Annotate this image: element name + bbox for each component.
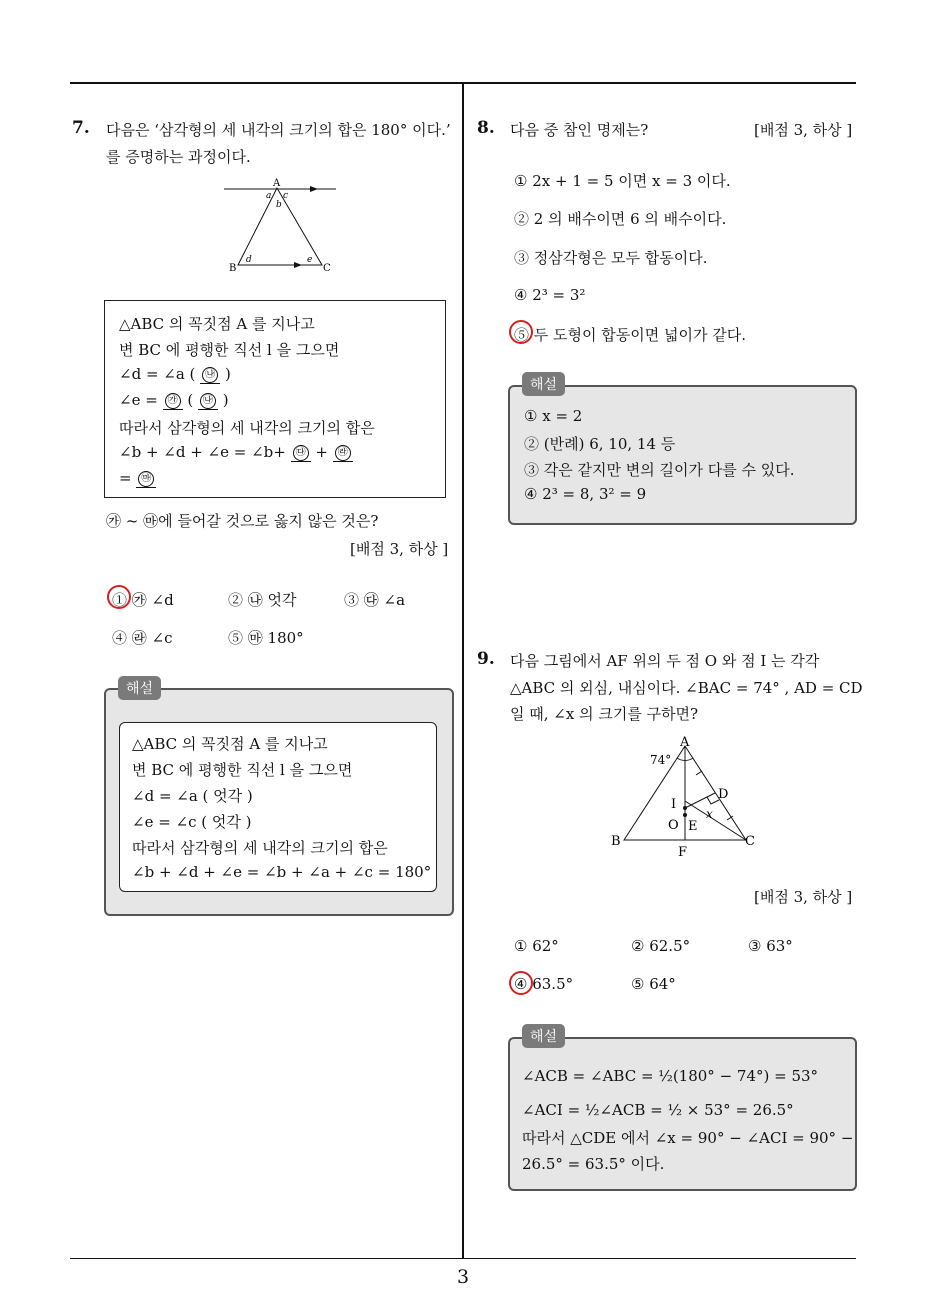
q8-choice-4[interactable]: ④ 2³ = 3² (514, 286, 586, 304)
q7-stem-line2: 를 증명하는 과정이다. (106, 148, 251, 166)
q8-choice-3[interactable]: ③ 정삼각형은 모두 합동이다. (514, 249, 708, 267)
q8-choice-2[interactable]: ② 2 의 배수이면 6 의 배수이다. (514, 210, 727, 228)
q7-fig-label-b: b (276, 200, 282, 210)
q7-proof-line1: △ABC 의 꼭짓점 A 를 지나고 (119, 315, 315, 333)
q7-proof-line6: ∠b + ∠d + ∠e = ∠b+ ㉰ + ㉱ (119, 443, 353, 461)
q9-fig-label-C: C (745, 834, 755, 849)
blank-na-1: ㉯ (200, 365, 220, 384)
q9-solution-panel (508, 1037, 857, 1191)
q8-stem: 다음 중 참인 명제는? (510, 121, 649, 139)
q7-triangle-figure (222, 176, 340, 274)
q7-proof-line3: ∠d = ∠a ( ㉯ ) (119, 365, 231, 383)
q7-fig-label-a: a (266, 191, 272, 201)
q9-stem-line1: 다음 그림에서 AF 위의 두 점 O 와 점 I 는 각각 (510, 652, 820, 670)
q9-stem-line2: △ABC 의 외심, 내심이다. ∠BAC = 74° , AD = CD (510, 679, 863, 697)
q7-solution-panel (104, 688, 454, 916)
q7-proof-line4-text: ∠e = (119, 391, 158, 409)
q9-choice-5[interactable]: ⑤ 64° (631, 975, 676, 993)
q7-stem-line1: 다음은 ‘삼각형의 세 내각의 크기의 합은 180° 이다.’ (106, 121, 451, 139)
blank-na-2: ㉯ (198, 391, 218, 410)
q9-fig-label-O: O (668, 818, 679, 833)
q7-sol-line5: 따라서 삼각형의 세 내각의 크기의 합은 (132, 839, 388, 857)
q9-fig-label-D: D (718, 787, 729, 802)
q9-fig-label-A: A (680, 735, 690, 750)
q7-score: [배점 3, 하상 ] (350, 540, 449, 558)
q7-fig-label-B: B (229, 263, 237, 274)
q7-sol-line6: ∠b + ∠d + ∠e = ∠b + ∠a + ∠c = 180° (132, 863, 432, 881)
blank-da: ㉰ (291, 443, 311, 462)
q7-proof-line3-text: ∠d = ∠a ( (119, 365, 196, 383)
q7-sol-line2: 변 BC 에 평행한 직선 l 을 그으면 (132, 761, 353, 779)
column-divider (462, 83, 464, 1259)
q7-proof-line2: 변 BC 에 평행한 직선 l 을 그으면 (119, 341, 340, 359)
q9-choice-4[interactable]: ④ 63.5° (514, 975, 574, 993)
q9-choice-1[interactable]: ① 62° (514, 937, 559, 955)
q9-sol-line2: ∠ACI = ½∠ACB = ½ × 53° = 26.5° (522, 1101, 794, 1119)
q7-fig-label-c: c (283, 191, 289, 201)
q9-fig-angle-74: 74° (650, 753, 672, 767)
q7-fig-label-C: C (323, 263, 331, 274)
q7-proof-box (104, 300, 446, 498)
q7-proof-line6-text: ∠b + ∠d + ∠e = ∠b+ (119, 443, 286, 461)
q7-solution-inner (119, 722, 437, 892)
q7-choice-1[interactable]: ① ㉮ ∠d (112, 591, 174, 609)
q7-choice-5[interactable]: ⑤ ㉲ 180° (228, 629, 304, 647)
q7-solution-tag: 해설 (118, 676, 161, 700)
q7-proof-line5: 따라서 삼각형의 세 내각의 크기의 합은 (119, 419, 375, 437)
q9-fig-label-I: I (671, 797, 677, 812)
q7-proof-line7 (119, 469, 156, 487)
q8-number: 8. (477, 118, 495, 138)
q9-choice-3[interactable]: ③ 63° (748, 937, 793, 955)
q8-sol-line2: ② (반례) 6, 10, 14 등 (524, 435, 676, 453)
blank-ga: ㉮ (163, 391, 183, 410)
q9-sol-line3: 따라서 △CDE 에서 ∠x = 90° − ∠ACI = 90° − (522, 1129, 854, 1147)
q9-fig-label-B: B (611, 834, 621, 849)
q7-question: ㉮ ~ ㉲에 들어갈 것으로 옳지 않은 것은? (106, 512, 379, 530)
q8-solution-panel (508, 385, 857, 525)
q8-solution-tag: 해설 (522, 372, 565, 396)
q7-proof-line4: ∠e = ㉮ ( ㉯ ) (119, 391, 229, 409)
q9-triangle-figure (608, 734, 760, 860)
q7-fig-label-A: A (273, 178, 281, 189)
blank-ra: ㉱ (333, 443, 353, 462)
q8-sol-line1: ① x = 2 (524, 407, 583, 425)
q7-sol-line4: ∠e = ∠c ( 엇각 ) (132, 813, 252, 831)
q7-sol-line3: ∠d = ∠a ( 엇각 ) (132, 787, 253, 805)
q7-proof-line7-text: = (119, 469, 132, 487)
q8-choice-5[interactable]: ⑤ 두 도형이 합동이면 넓이가 같다. (514, 326, 746, 344)
q7-choice-4[interactable]: ④ ㉱ ∠c (112, 629, 173, 647)
bottom-rule (70, 1258, 856, 1259)
q7-fig-label-d: d (246, 255, 252, 265)
q8-sol-line3: ③ 각은 같지만 변의 길이가 다를 수 있다. (524, 461, 795, 479)
q9-fig-label-E: E (688, 819, 698, 834)
q9-stem-line3: 일 때, ∠x 의 크기를 구하면? (510, 705, 699, 723)
q7-fig-label-e: e (307, 255, 313, 265)
blank-ma: ㉲ (136, 469, 156, 488)
q9-solution-tag: 해설 (522, 1024, 565, 1048)
q9-sol-line1: ∠ACB = ∠ABC = ½(180° − 74°) = 53° (522, 1067, 819, 1085)
q9-sol-line4: 26.5° = 63.5° 이다. (522, 1155, 665, 1173)
q9-number: 9. (477, 649, 495, 669)
q9-score: [배점 3, 하상 ] (754, 888, 853, 906)
q7-sol-line1: △ABC 의 꼭짓점 A 를 지나고 (132, 735, 328, 753)
q8-score: [배점 3, 하상 ] (754, 121, 853, 139)
q9-fig-label-F: F (678, 845, 688, 860)
q7-choice-3[interactable]: ③ ㉰ ∠a (344, 591, 406, 609)
q9-choice-2[interactable]: ② 62.5° (631, 937, 691, 955)
q7-number: 7. (72, 118, 90, 138)
q9-fig-label-x: x (706, 807, 713, 821)
q8-sol-line4: ④ 2³ = 8, 3² = 9 (524, 485, 647, 503)
q7-choice-2[interactable]: ② ㉯ 엇각 (228, 591, 297, 609)
q8-choice-1[interactable]: ① 2x + 1 = 5 이면 x = 3 이다. (514, 172, 731, 190)
page-number: 3 (456, 1266, 470, 1288)
